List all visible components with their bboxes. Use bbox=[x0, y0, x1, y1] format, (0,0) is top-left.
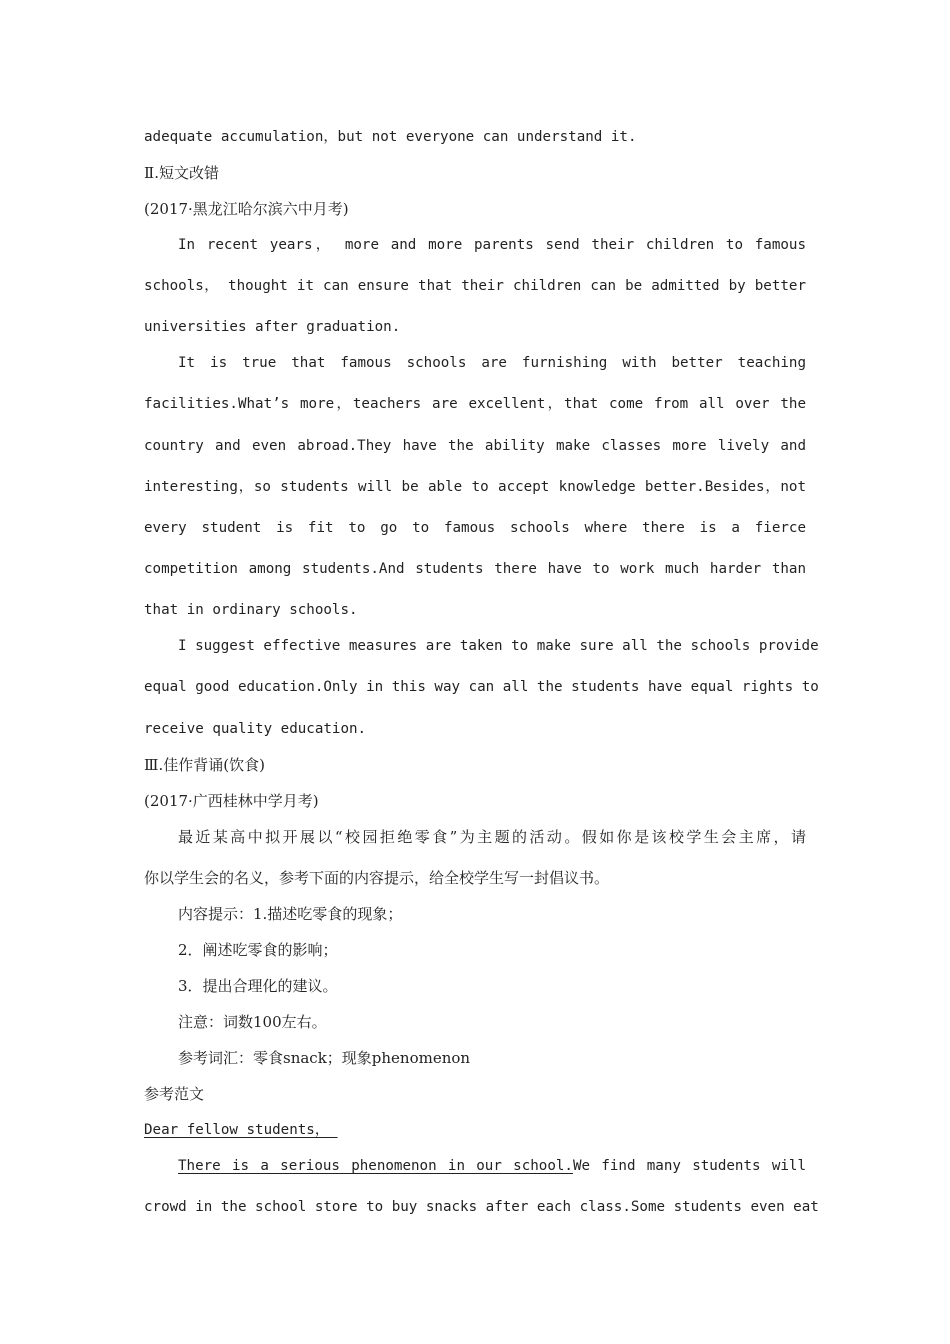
prompt-vocabulary: 参考词汇：零食snack；现象phenomenon bbox=[178, 1049, 471, 1067]
greeting-underlined: Dear fellow students， bbox=[144, 1122, 330, 1138]
letter-greeting bbox=[144, 1120, 806, 1140]
paragraph-line: In recent years， more and more parents send their children to famous bbox=[178, 237, 806, 253]
model-essay-heading: 参考范文 bbox=[144, 1085, 205, 1103]
paragraph-line: universities after graduation. bbox=[144, 319, 401, 335]
section-heading-recitation: Ⅲ.佳作背诵(饮食) bbox=[144, 756, 265, 774]
paragraph-line: competition among students.And students there have to work much harder than bbox=[144, 561, 806, 577]
paragraph-line: facilities.What’s more，teachers are excellent，that come from all over the bbox=[144, 396, 806, 412]
paragraph-line: crowd in the school store to buy snacks after each class.Some students even eat bbox=[144, 1199, 819, 1215]
paragraph-line: every student is fit to go to famous schools where there is a fierce bbox=[144, 520, 806, 536]
sentence-continuation: We find many students will bbox=[572, 1158, 806, 1174]
prompt-line: 最近某高中拟开展以“校园拒绝零食”为主题的活动。假如你是该校学生会主席，请 bbox=[178, 828, 806, 846]
paragraph-line: receive quality education. bbox=[144, 721, 367, 737]
section-source: (2017·广西桂林中学月考) bbox=[144, 792, 319, 810]
paragraph-line: interesting，so students will be able to accept knowledge better.Besides，not bbox=[144, 479, 806, 495]
prompt-note: 注意：词数100左右。 bbox=[178, 1013, 327, 1031]
prompt-item: 2．阐述吃零食的影响； bbox=[178, 941, 338, 959]
paragraph-line: that in ordinary schools. bbox=[144, 602, 358, 618]
paragraph-line: It is true that famous schools are furnishing with better teaching bbox=[178, 355, 806, 371]
section-heading-error-correction: Ⅱ.短文改错 bbox=[144, 164, 219, 182]
underlined-sentence: There is a serious phenomenon in our school. bbox=[178, 1158, 573, 1174]
paragraph-line: equal good education.Only in this way can all the students have equal rights to bbox=[144, 679, 819, 695]
prompt-line: 你以学生会的名义，参考下面的内容提示，给全校学生写一封倡议书。 bbox=[144, 869, 610, 887]
paragraph-line: schools， thought it can ensure that their children can be admitted by better bbox=[144, 278, 806, 294]
prompt-item: 内容提示：1.描述吃零食的现象； bbox=[178, 905, 403, 923]
prompt-item: 3．提出合理化的建议。 bbox=[178, 977, 338, 995]
paragraph-line: I suggest effective measures are taken to make sure all the schools provide bbox=[178, 638, 819, 654]
paragraph-line bbox=[178, 1156, 806, 1176]
text-line: adequate accumulation，but not everyone can understand it. bbox=[144, 129, 637, 145]
section-source: (2017·黑龙江哈尔滨六中月考) bbox=[144, 200, 349, 218]
paragraph-line: country and even abroad.They have the ability make classes more lively and bbox=[144, 438, 806, 454]
